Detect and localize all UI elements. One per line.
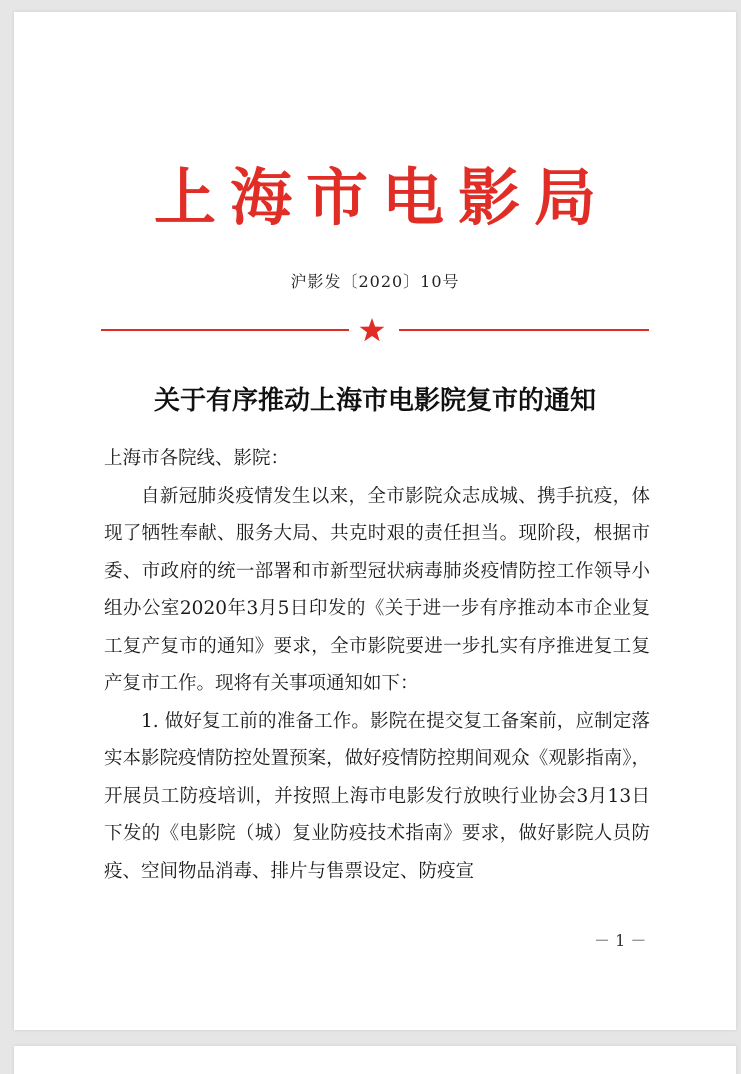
issuing-authority-header: 上海市电影局 xyxy=(153,161,610,234)
divider-line-right xyxy=(399,329,649,331)
page-number: － 1 － xyxy=(594,931,647,950)
divider-line-left xyxy=(101,329,349,331)
red-divider xyxy=(101,319,649,341)
paragraph-item-1: 1. 做好复工前的准备工作。影院在提交复工备案前，应制定落实本影院疫情防控处置预案，做好疫情防控期间观众《观影指南》，开展员工防疫培训，并按照上海市电影发行放映行业协会3月13日下发的《电影院（城）复业防疫技术指南》要求，做好影院人员防疫、空间物品消毒、排片与售票设定、防疫宣 xyxy=(104,710,650,882)
document-page xyxy=(14,12,736,1030)
document-body xyxy=(104,440,650,890)
paragraph-intro: 自新冠肺炎疫情发生以来，全市影院众志成城、携手抗疫，体现了牺牲奉献、服务大局、共克时艰的责任担当。现阶段，根据市委、市政府的统一部署和市新型冠状病毒肺炎疫情防控工作领导小组办公室2020年3月5日印发的《关于进一步有序推动本市企业复工复产复市的通知》要求，全市影院要进一步扎实有序推进复工复产复市工作。现将有关事项通知如下： xyxy=(104,485,650,694)
star-icon xyxy=(359,318,385,342)
document-title: 关于有序推动上海市电影院复市的通知 xyxy=(153,386,596,416)
document-number: 沪影发〔2020〕10号 xyxy=(290,272,460,291)
next-page-edge[interactable] xyxy=(14,1046,736,1074)
salutation: 上海市各院线、影院： xyxy=(104,448,290,469)
